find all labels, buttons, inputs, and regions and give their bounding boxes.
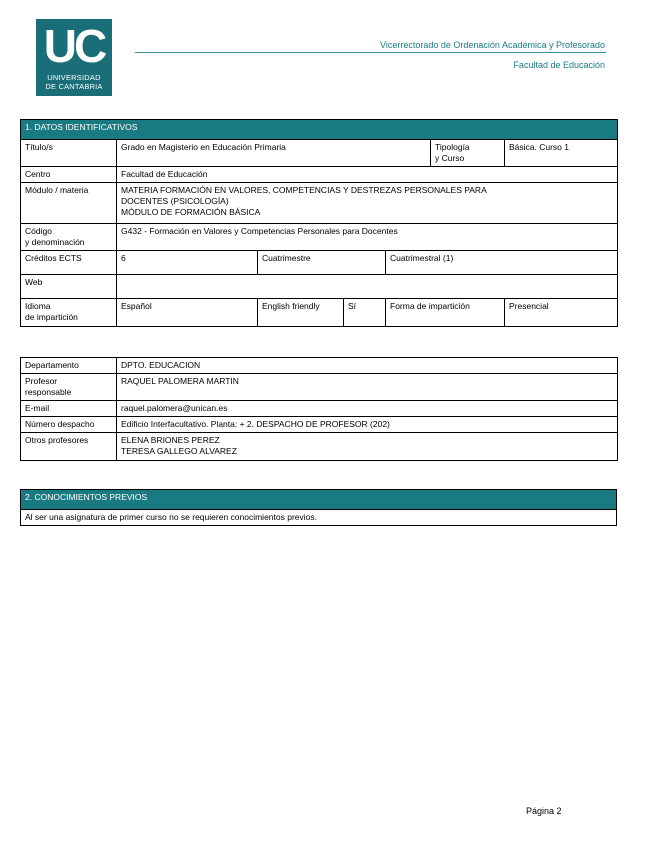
- modulo-label: Módulo / materia: [21, 183, 117, 224]
- departamento-table: [20, 357, 618, 461]
- email-label: E-mail: [21, 401, 117, 417]
- vicerrectorado-title: Vicerrectorado de Ordenación Académica y Profesorado: [380, 40, 605, 50]
- logo-letters: UC: [43, 20, 105, 72]
- cuatrimestre-value: Cuatrimestral (1): [386, 251, 618, 275]
- titulo-value: Grado en Magisterio en Educación Primaria: [117, 140, 431, 167]
- forma-imparticion-value: Presencial: [505, 299, 618, 327]
- creditos-value: 6: [117, 251, 258, 275]
- page-number: Página 2: [526, 806, 562, 816]
- departamento-value: DPTO. EDUCACION: [117, 358, 618, 374]
- tipologia-value: Básica. Curso 1: [505, 140, 618, 167]
- despacho-value: Edificio Interfacultativo. Planta: + 2. DESPACHO DE PROFESOR (202): [117, 417, 618, 433]
- profesor-label: Profesor responsable: [21, 374, 117, 401]
- logo-university-name: UNIVERSIDAD DE CANTABRIA: [45, 73, 103, 91]
- header-divider: [135, 52, 606, 53]
- forma-imparticion-label: Forma de impartición: [386, 299, 505, 327]
- profesor-value: RAQUEL PALOMERA MARTIN: [117, 374, 618, 401]
- conocimientos-previos-table: [20, 489, 617, 526]
- section-1-header: 1. DATOS IDENTIFICATIVOS: [21, 120, 618, 140]
- departamento-label: Departamento: [21, 358, 117, 374]
- titulo-label: Título/s: [21, 140, 117, 167]
- email-value: raquel.palomera@unican.es: [117, 401, 618, 417]
- facultad-title: Facultad de Educación: [513, 60, 605, 70]
- modulo-value: MATERIA FORMACIÓN EN VALORES, COMPETENCIAS Y DESTREZAS PERSONALES PARA DOCENTES (PSICOLOGÍA) MÓDULO DE FORMACIÓN BÁSICA: [117, 183, 618, 224]
- section-2-header: 2. CONOCIMIENTOS PREVIOS: [21, 490, 617, 510]
- english-friendly-label: English friendly: [258, 299, 344, 327]
- datos-identificativos-table: [20, 119, 618, 327]
- centro-label: Centro: [21, 167, 117, 183]
- idioma-label: Idioma de impartición: [21, 299, 117, 327]
- creditos-label: Créditos ECTS: [21, 251, 117, 275]
- conocimientos-previos-text: Al ser una asignatura de primer curso no se requieren conocimientos previos.: [21, 510, 617, 526]
- centro-value: Facultad de Educación: [117, 167, 618, 183]
- despacho-label: Número despacho: [21, 417, 117, 433]
- web-value: [117, 275, 618, 299]
- tipologia-label: Tipología y Curso: [431, 140, 505, 167]
- otros-profesores-value: ELENA BRIONES PEREZ TERESA GALLEGO ALVAREZ: [117, 433, 618, 461]
- codigo-value: G432 - Formación en Valores y Competencias Personales para Docentes: [117, 224, 618, 251]
- uc-logo: [36, 19, 112, 96]
- cuatrimestre-label: Cuatrimestre: [258, 251, 386, 275]
- idioma-value: Español: [117, 299, 258, 327]
- english-friendly-value: Sí: [344, 299, 386, 327]
- otros-profesores-label: Otros profesores: [21, 433, 117, 461]
- web-label: Web: [21, 275, 117, 299]
- codigo-label: Código y denominación: [21, 224, 117, 251]
